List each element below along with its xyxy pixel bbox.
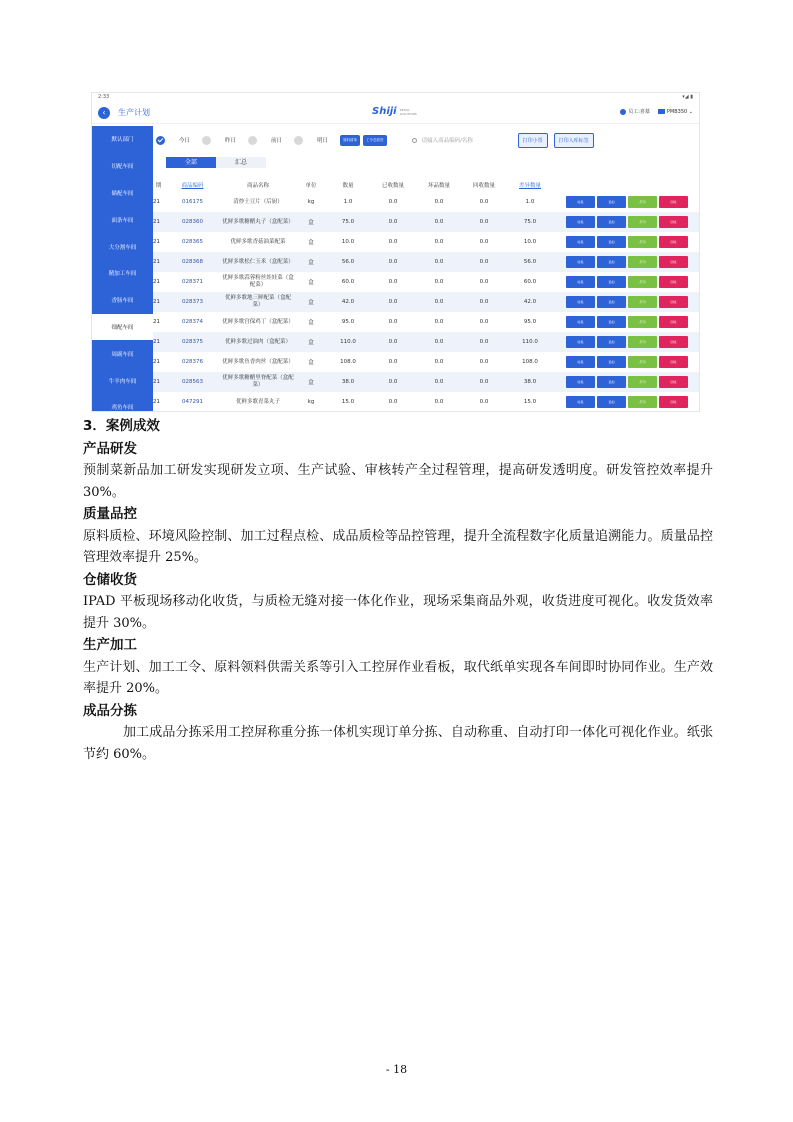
- row-action-button[interactable]: 回收: [659, 196, 688, 208]
- row-action-button[interactable]: 回收: [659, 256, 688, 268]
- tab-all[interactable]: 全部: [166, 157, 216, 168]
- table-row[interactable]: [153, 392, 700, 412]
- app-title: 生产计划: [118, 108, 150, 117]
- table-cell-bad: 0.0: [417, 292, 461, 312]
- table-row[interactable]: [153, 252, 700, 272]
- sidebar-item[interactable]: 默认部门: [111, 137, 134, 144]
- sidebar-item[interactable]: 牛羊肉车间: [108, 378, 137, 385]
- row-action-button[interactable]: 打印: [628, 276, 657, 288]
- subsection-heading: 成品分拣: [83, 702, 137, 719]
- subsection-heading: 仓储收货: [83, 571, 137, 588]
- table-cell-diff: 42.0: [507, 292, 553, 312]
- table-cell-qty: 38.0: [327, 372, 369, 392]
- row-action-button[interactable]: 收集: [566, 316, 595, 328]
- table-cell-recv: 0.0: [388, 319, 398, 325]
- row-action-button[interactable]: 回收: [659, 296, 688, 308]
- table-cell-name: 优鲜多歌过油肉（盒配菜）: [221, 332, 295, 352]
- row-actions: [553, 192, 700, 212]
- table-cell-bad: 0.0: [434, 399, 444, 405]
- table-cell-d: 21: [153, 399, 160, 405]
- table-cell-back: 0.0: [461, 332, 507, 352]
- table-cell-code: 028365: [182, 239, 203, 245]
- date-radio[interactable]: 明日: [294, 136, 328, 145]
- date-filters: [156, 129, 699, 151]
- table-row[interactable]: [153, 272, 700, 292]
- device-icon: [658, 109, 665, 114]
- row-action-button[interactable]: 追加: [597, 376, 626, 388]
- table-cell-name: 优鲜多歌青菜丸子: [235, 398, 280, 405]
- table-cell-qty: 42.0: [327, 292, 369, 312]
- table-cell-bad: 0.0: [434, 199, 444, 205]
- brand-logo: [372, 106, 420, 117]
- table-cell-unit: 盒: [295, 292, 327, 312]
- table-cell-bad: 0.0: [434, 359, 444, 365]
- column-header: 期: [155, 182, 162, 189]
- row-actions: [553, 312, 700, 332]
- table-cell-diff: 108.0: [522, 359, 538, 365]
- row-actions: [553, 272, 700, 292]
- table-cell-diff: 10.0: [523, 239, 537, 245]
- table-cell-back: 0.0: [479, 199, 489, 205]
- radio-unchecked-icon: [248, 136, 257, 145]
- table-cell-d: 21: [153, 359, 160, 365]
- table-cell-name: 优鲜多歌蒜蓉粉丝娃娃菜（盒配菜）: [222, 275, 294, 288]
- row-action-button[interactable]: 追加: [597, 216, 626, 228]
- table-cell-unit: 盒: [295, 212, 327, 232]
- production-table: [153, 177, 700, 412]
- table-cell-bad: 0.0: [417, 212, 461, 232]
- table-cell-name: 优鲜多歌糖醋丸子（盒配菜）: [221, 212, 295, 232]
- table-cell-name: 优鲜多歌松仁玉米（盒配菜）: [221, 252, 295, 272]
- sidebar-item[interactable]: 面条车间: [111, 217, 134, 224]
- table-cell-code: 028360: [164, 212, 221, 232]
- table-cell-d: 21: [153, 319, 160, 325]
- column-header: 商品名称: [246, 182, 269, 189]
- table-cell-qty: 95.0: [341, 319, 355, 325]
- row-action-button[interactable]: 回收: [659, 396, 688, 408]
- row-action-button[interactable]: 收集: [566, 376, 595, 388]
- sidebar-item[interactable]: 切配车间: [111, 164, 134, 171]
- table-cell-code: 028373: [164, 292, 221, 312]
- table-cell-d: 21: [153, 292, 164, 312]
- table-cell-back: 0.0: [479, 319, 489, 325]
- table-cell-d: 21: [153, 279, 160, 285]
- subsection-paragraph: 预制菜新品加工研发实现研发立项、生产试验、审核转产全过程管理，提高研发透明度。研发管控效率提升 30%。: [83, 463, 713, 500]
- table-cell-bad: 0.0: [434, 279, 444, 285]
- row-action-button[interactable]: 打印: [628, 296, 657, 308]
- table-row[interactable]: [153, 212, 700, 232]
- table-cell-unit: kg: [307, 399, 315, 405]
- column-header: 坏品数量: [427, 182, 450, 189]
- sidebar-item[interactable]: 大分割车间: [108, 244, 137, 251]
- table-cell-recv: 0.0: [369, 212, 417, 232]
- table-cell-code: 028375: [164, 332, 221, 352]
- row-action-button[interactable]: 回收: [659, 276, 688, 288]
- subsection-heading: 生产加工: [83, 637, 137, 653]
- view-tabs: [166, 157, 266, 168]
- table-cell-diff: 15.0: [523, 399, 537, 405]
- table-cell-d: 21: [153, 252, 164, 272]
- row-action-button[interactable]: 追加: [597, 276, 626, 288]
- date-radio[interactable]: 昨日: [202, 136, 236, 145]
- table-cell-d: 21: [153, 239, 160, 245]
- row-action-button[interactable]: 收集: [566, 356, 595, 368]
- table-cell-recv: 0.0: [369, 332, 417, 352]
- device-info[interactable]: PMB350 ⌄: [658, 109, 693, 115]
- table-cell-name: 优鲜多歌香菇油菜配菜: [230, 238, 286, 245]
- table-cell-back: 0.0: [461, 252, 507, 272]
- row-actions: [553, 372, 700, 392]
- row-action-button[interactable]: 收集: [566, 216, 595, 228]
- table-cell-code: 028368: [164, 252, 221, 272]
- radio-unchecked-icon: [202, 136, 211, 145]
- radio-unchecked-icon: [294, 136, 303, 145]
- row-action-button[interactable]: 回收: [659, 336, 688, 348]
- table-cell-recv: 0.0: [369, 292, 417, 312]
- date-radio[interactable]: 前日: [248, 136, 282, 145]
- row-action-button[interactable]: 打印: [628, 396, 657, 408]
- table-cell-code: 028563: [164, 372, 221, 392]
- row-action-button[interactable]: 打印: [628, 376, 657, 388]
- row-action-button[interactable]: 打印: [628, 356, 657, 368]
- document-body: [83, 416, 713, 765]
- table-cell-qty: 10.0: [341, 239, 355, 245]
- table-cell-recv: 0.0: [388, 279, 398, 285]
- row-action-button[interactable]: 收集: [566, 276, 595, 288]
- table-cell-recv: 0.0: [388, 359, 398, 365]
- search-input[interactable]: 请输入商品编码/名称: [412, 136, 512, 144]
- table-cell-recv: 0.0: [369, 252, 417, 272]
- back-arrow-icon[interactable]: ‹: [98, 107, 110, 119]
- table-cell-bad: 0.0: [417, 332, 461, 352]
- table-cell-bad: 0.0: [417, 252, 461, 272]
- table-row[interactable]: [153, 192, 700, 212]
- row-action-button[interactable]: 回收: [659, 316, 688, 328]
- row-actions: [553, 232, 700, 252]
- table-cell-back: 0.0: [479, 399, 489, 405]
- table-cell-diff: 110.0: [507, 332, 553, 352]
- table-cell-code: 016175: [182, 199, 203, 205]
- brand-name: Shiji: [372, 106, 397, 117]
- row-action-button[interactable]: 打印: [628, 196, 657, 208]
- table-cell-back: 0.0: [461, 212, 507, 232]
- status-icons: ▾◢ ▮: [682, 94, 693, 100]
- table-cell-back: 0.0: [479, 279, 489, 285]
- table-cell-recv: 0.0: [388, 399, 398, 405]
- table-cell-qty: 108.0: [340, 359, 356, 365]
- table-cell-name: 优鲜多歌糖醋里脊配菜（盒配菜）: [221, 372, 295, 392]
- table-cell-qty: 60.0: [341, 279, 355, 285]
- brand-sub: RETAIL SOLUTIONS: [399, 107, 417, 116]
- column-header: 已收数量: [381, 182, 404, 189]
- subsection-heading: 质量品控: [83, 506, 137, 522]
- table-cell-qty: 75.0: [327, 212, 369, 232]
- row-action-button[interactable]: 回收: [659, 356, 688, 368]
- workshop-sidebar: [92, 126, 153, 411]
- row-action-button[interactable]: 打印: [628, 216, 657, 228]
- row-action-button[interactable]: 回收: [659, 216, 688, 228]
- row-action-button[interactable]: 追加: [597, 356, 626, 368]
- table-row[interactable]: [153, 332, 700, 352]
- table-cell-unit: 盒: [295, 332, 327, 352]
- row-action-button[interactable]: 追加: [597, 236, 626, 248]
- table-cell-bad: 0.0: [434, 319, 444, 325]
- user-icon: [620, 109, 626, 115]
- table-cell-unit: 盒: [295, 372, 327, 392]
- row-actions: [553, 212, 700, 232]
- tab-summary[interactable]: 汇总: [216, 157, 266, 168]
- column-header: 单位: [305, 182, 317, 189]
- table-cell-qty: 56.0: [327, 252, 369, 272]
- column-header: 数量: [342, 182, 354, 189]
- table-cell-diff: 1.0: [525, 199, 535, 205]
- table-cell-d: 21: [153, 372, 164, 392]
- row-action-button[interactable]: 回收: [659, 376, 688, 388]
- row-action-button[interactable]: 打印: [628, 316, 657, 328]
- sidebar-item[interactable]: 鸡鱼车间: [111, 405, 134, 412]
- order-receive-button[interactable]: 工令总收货: [363, 135, 387, 146]
- subsection-heading: 产品研发: [83, 440, 137, 457]
- subsection-paragraph: 生产计划、加工工令、原料领料供需关系等引入工控屏作业看板，取代纸单实现各车间即时协同作业。生产效率提升 20%。: [83, 659, 713, 696]
- table-cell-back: 0.0: [461, 372, 507, 392]
- user-info[interactable]: 员工:喜慕: [620, 108, 650, 115]
- table-cell-bad: 0.0: [417, 372, 461, 392]
- table-row[interactable]: [153, 352, 700, 372]
- row-actions: [553, 392, 700, 412]
- table-cell-name: 清炒土豆片（后厨）: [233, 198, 283, 205]
- table-cell-d: 21: [153, 212, 164, 232]
- table-cell-code: 047291: [182, 399, 203, 405]
- sidebar-item[interactable]: 细配车间: [92, 314, 153, 341]
- row-actions: [553, 352, 700, 372]
- subsection-paragraph: 原料质检、环境风险控制、加工过程点检、成品质检等品控管理，提升全流程数字化质量追溯能力。质量品控管理效率提升 25%。: [83, 528, 713, 565]
- table-cell-recv: 0.0: [369, 372, 417, 392]
- table-cell-name: 优鲜多歌宫保鸡丁（盒配菜）: [222, 318, 294, 325]
- status-time: 2:33: [98, 94, 110, 100]
- table-cell-unit: 盒: [308, 240, 314, 246]
- page-number: - 18: [385, 1063, 408, 1076]
- table-row[interactable]: [153, 232, 700, 252]
- row-action-button[interactable]: 追加: [597, 196, 626, 208]
- table-cell-d: 21: [153, 332, 164, 352]
- print-label-button[interactable]: 打印入库标签: [554, 133, 594, 148]
- section-heading: 3．案例成效: [83, 418, 160, 434]
- row-action-button[interactable]: 追加: [597, 296, 626, 308]
- sidebar-item[interactable]: 储配车间: [111, 190, 134, 197]
- row-action-button[interactable]: 收集: [566, 196, 595, 208]
- row-actions: [553, 252, 700, 272]
- column-header: 回收数量: [472, 182, 495, 189]
- table-row[interactable]: [153, 312, 700, 332]
- subsection-paragraph: IPAD 平板现场移动化收货，与质检无缝对接一体化作业，现场采集商品外观，收货进度可视化。收发货效率提升 30%。: [83, 594, 713, 631]
- row-action-button[interactable]: 打印: [628, 256, 657, 268]
- table-cell-name: 优鲜多歌鱼香肉丝（盒配菜）: [222, 358, 294, 365]
- row-action-button[interactable]: 追加: [597, 256, 626, 268]
- table-cell-code: 028371: [182, 279, 203, 285]
- date-radio[interactable]: 今日: [156, 136, 190, 145]
- status-bar: [92, 93, 699, 102]
- table-cell-recv: 0.0: [388, 199, 398, 205]
- radio-checked-icon: [156, 136, 165, 145]
- row-action-button[interactable]: 回收: [659, 236, 688, 248]
- row-action-button[interactable]: 收集: [566, 296, 595, 308]
- table-cell-qty: 1.0: [343, 199, 353, 205]
- row-action-button[interactable]: 收集: [566, 256, 595, 268]
- material-list-button[interactable]: 原料清单: [340, 135, 360, 146]
- row-actions: [553, 332, 700, 352]
- table-cell-qty: 15.0: [341, 399, 355, 405]
- row-actions: [553, 292, 700, 312]
- table-cell-unit: kg: [307, 199, 315, 205]
- table-cell-bad: 0.0: [434, 239, 444, 245]
- tablet-screenshot: [91, 92, 700, 412]
- row-action-button[interactable]: 打印: [628, 336, 657, 348]
- table-cell-unit: 盒: [308, 360, 314, 366]
- row-action-button[interactable]: 追加: [597, 316, 626, 328]
- table-cell-qty: 110.0: [327, 332, 369, 352]
- table-cell-unit: 盒: [295, 252, 327, 272]
- sidebar-item[interactable]: 精加工车间: [108, 271, 137, 278]
- table-cell-unit: 盒: [308, 280, 314, 286]
- row-action-button[interactable]: 收集: [566, 396, 595, 408]
- table-cell-unit: 盒: [308, 320, 314, 326]
- table-cell-diff: 60.0: [523, 279, 537, 285]
- table-cell-back: 0.0: [461, 292, 507, 312]
- table-row[interactable]: [153, 292, 700, 312]
- row-action-button[interactable]: 收集: [566, 236, 595, 248]
- print-receipt-button[interactable]: 打印小票: [518, 133, 548, 148]
- table-cell-code: 028374: [182, 319, 203, 325]
- search-icon: [412, 138, 417, 143]
- sidebar-item[interactable]: 香肠车间: [111, 298, 134, 305]
- table-cell-d: 21: [153, 199, 160, 205]
- table-cell-name: 优鲜多歌地三鲜配菜（盒配菜）: [221, 292, 295, 312]
- row-action-button[interactable]: 追加: [597, 396, 626, 408]
- sidebar-item[interactable]: 周副车间: [111, 351, 134, 358]
- table-cell-back: 0.0: [479, 359, 489, 365]
- table-cell-diff: 38.0: [507, 372, 553, 392]
- table-cell-code: 028376: [182, 359, 203, 365]
- table-cell-diff: 75.0: [507, 212, 553, 232]
- subsection-paragraph: 加工成品分拣采用工控屏称重分拣一体机实现订单分拣、自动称重、自动打印一体化可视化作业。纸张节约 60%。: [83, 725, 713, 762]
- row-action-button[interactable]: 打印: [628, 236, 657, 248]
- table-cell-diff: 95.0: [523, 319, 537, 325]
- column-header: 差异数量: [518, 182, 541, 189]
- table-cell-recv: 0.0: [388, 239, 398, 245]
- table-cell-back: 0.0: [479, 239, 489, 245]
- row-action-button[interactable]: 收集: [566, 336, 595, 348]
- app-bar: [92, 102, 699, 124]
- table-row[interactable]: [153, 372, 700, 392]
- table-cell-diff: 56.0: [507, 252, 553, 272]
- column-header: 商品编码: [181, 182, 204, 189]
- row-action-button[interactable]: 追加: [597, 336, 626, 348]
